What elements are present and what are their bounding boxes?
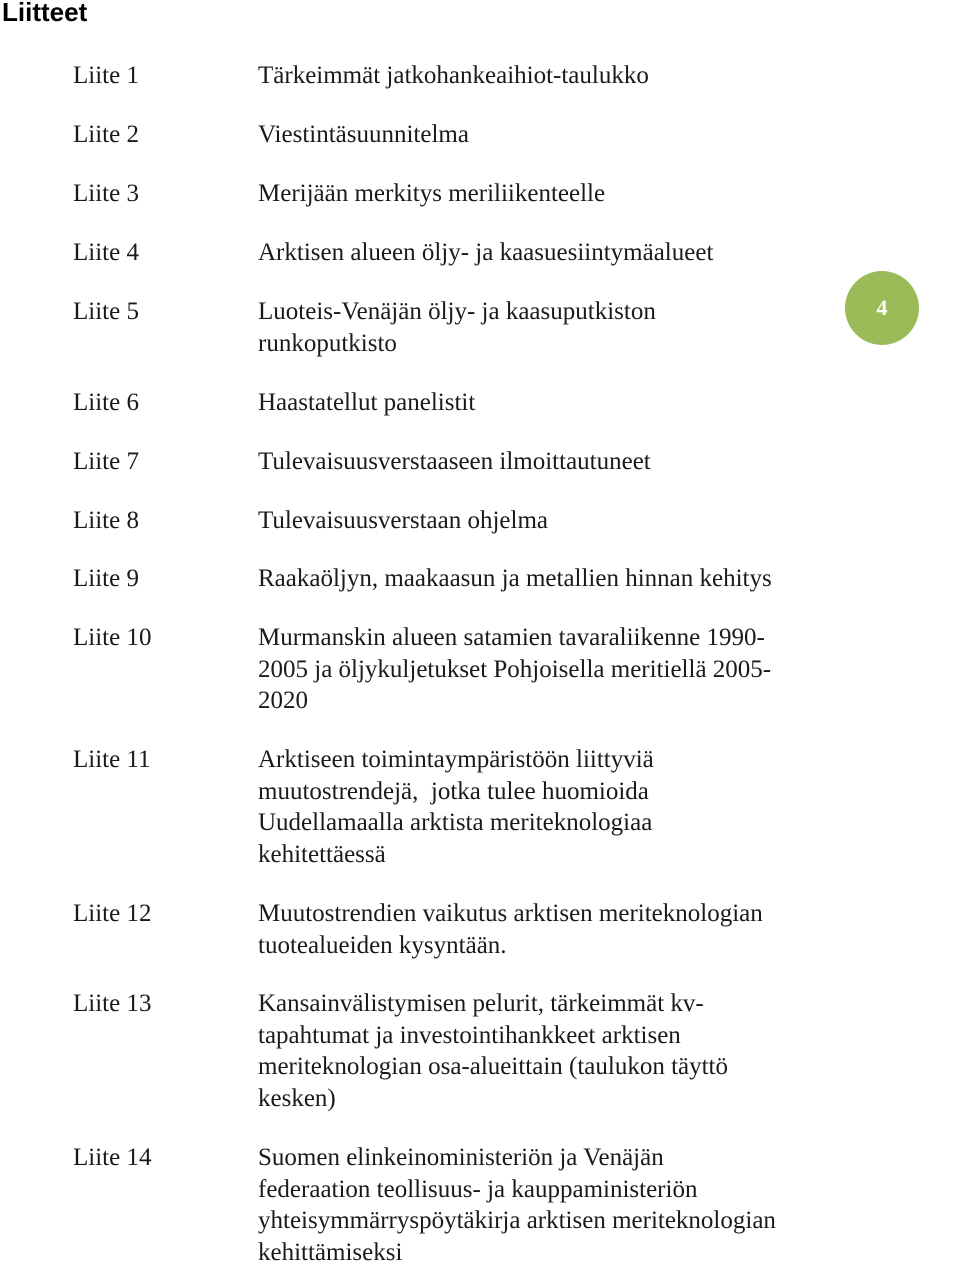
appendix-label: Liite 12 <box>73 898 151 929</box>
appendix-title-line: kehitettäessä <box>258 839 848 871</box>
appendix-title <box>258 898 848 961</box>
appendix-title-line: Uudellamaalla arktista meriteknologiaa <box>258 807 848 839</box>
page-number-badge: 4 <box>845 271 919 345</box>
appendix-title-line: Muutostrendien vaikutus arktisen meriteknologian <box>258 898 848 930</box>
appendix-title-line: Raakaöljyn, maakaasun ja metallien hinnan kehitys <box>258 563 848 595</box>
appendix-title-line: tapahtumat ja investointihankkeet arktisen <box>258 1020 848 1052</box>
appendix-title <box>258 622 848 717</box>
appendix-label: Liite 4 <box>73 237 139 268</box>
appendix-title-line: Tärkeimmät jatkohankeaihiot-taulukko <box>258 60 848 92</box>
appendix-title-line: Tulevaisuusverstaaseen ilmoittautuneet <box>258 446 848 478</box>
appendix-label: Liite 3 <box>73 178 139 209</box>
appendix-title-line: kehittämiseksi <box>258 1237 848 1268</box>
appendix-label: Liite 5 <box>73 296 139 327</box>
appendix-title-line: meriteknologian osa-alueittain (taulukon täyttö <box>258 1051 848 1083</box>
appendix-title-line: Murmanskin alueen satamien tavaraliikenne 1990- <box>258 622 848 654</box>
appendix-title <box>258 296 848 359</box>
appendix-title-line: 2005 ja öljykuljetukset Pohjoisella meritiellä 2005- <box>258 654 848 686</box>
appendix-label: Liite 7 <box>73 446 139 477</box>
appendix-label: Liite 10 <box>73 622 151 653</box>
appendix-label: Liite 2 <box>73 119 139 150</box>
appendix-label: Liite 1 <box>73 60 139 91</box>
appendix-title <box>258 387 848 419</box>
appendix-title-line: Kansainvälistymisen pelurit, tärkeimmät kv- <box>258 988 848 1020</box>
appendix-title-line: yhteisymmärryspöytäkirja arktisen meriteknologian <box>258 1205 848 1237</box>
appendix-title <box>258 505 848 537</box>
appendix-title <box>258 1142 848 1268</box>
appendix-title-line: Tulevaisuusverstaan ohjelma <box>258 505 848 537</box>
appendix-title-line: 2020 <box>258 685 848 717</box>
appendix-title-line: Luoteis-Venäjän öljy- ja kaasuputkiston <box>258 296 848 328</box>
appendix-title-line: tuotealueiden kysyntään. <box>258 930 848 962</box>
appendix-title <box>258 988 848 1114</box>
appendix-title-line: Arktiseen toimintaympäristöön liittyviä <box>258 744 848 776</box>
appendix-title <box>258 744 848 870</box>
appendix-title <box>258 119 848 151</box>
appendix-title <box>258 178 848 210</box>
appendix-label: Liite 9 <box>73 563 139 594</box>
appendix-title-line: Arktisen alueen öljy- ja kaasuesiintymäalueet <box>258 237 848 269</box>
appendix-label: Liite 11 <box>73 744 151 775</box>
appendix-title-line: Suomen elinkeinoministeriön ja Venäjän <box>258 1142 848 1174</box>
appendix-title-line: runkoputkisto <box>258 328 848 360</box>
appendix-title <box>258 237 848 269</box>
appendix-title-line: federaation teollisuus- ja kauppaministeriön <box>258 1174 848 1206</box>
appendix-title <box>258 446 848 478</box>
appendix-title-line: Haastatellut panelistit <box>258 387 848 419</box>
page-heading: Liitteet <box>2 0 87 28</box>
appendix-label: Liite 6 <box>73 387 139 418</box>
appendix-label: Liite 14 <box>73 1142 151 1173</box>
appendix-title-line: Merijään merkitys meriliikenteelle <box>258 178 848 210</box>
appendix-label: Liite 8 <box>73 505 139 536</box>
appendix-title-line: muutostrendejä, jotka tulee huomioida <box>258 776 848 808</box>
appendix-title <box>258 60 848 92</box>
appendix-label: Liite 13 <box>73 988 151 1019</box>
appendix-title-line: Viestintäsuunnitelma <box>258 119 848 151</box>
appendix-title <box>258 563 848 595</box>
appendix-title-line: kesken) <box>258 1083 848 1115</box>
